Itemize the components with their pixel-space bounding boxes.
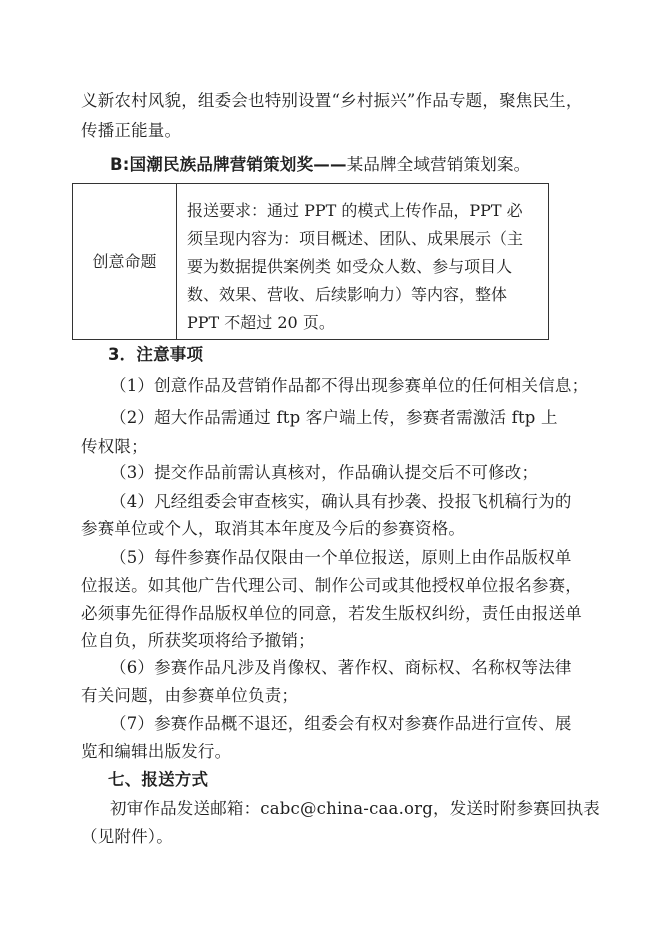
section-7-title: 七、报送方式 — [108, 770, 209, 789]
table-line-4: 数、效果、营收、后续影响力）等内容，整体 — [187, 285, 508, 304]
table-line-5: PPT 不超过 20 页。 — [187, 313, 335, 332]
section-7-line-2: （见附件）。 — [81, 827, 173, 846]
section-3-line-7: （5）每件参赛作品仅限由一个单位报送，原则上由作品版权单 — [110, 548, 572, 567]
section-3-line-14: 览和编辑出版发行。 — [81, 742, 232, 761]
section-3-line-9: 必须事先征得作品版权单位的同意，若发生版权纠纷，责任由报送单 — [81, 604, 582, 623]
section-3-line-8: 位报送。如其他广告代理公司、制作公司或其他授权单位报名参赛， — [81, 576, 582, 595]
award-b-title: B:国潮民族品牌营销策划奖—— — [110, 155, 347, 174]
table-line-3: 要为数据提供案例类 如受众人数、参与项目人 — [187, 257, 513, 276]
section-3-line-11: （6）参赛作品凡涉及肖像权、著作权、商标权、名称权等法律 — [110, 658, 572, 677]
creative-proposition-table — [72, 183, 549, 340]
table-label: 创意命题 — [92, 252, 157, 271]
section-3-line-6: 参赛单位或个人，取消其本年度及今后的参赛资格。 — [81, 519, 466, 538]
section-3-line-5: （4）凡经组委会审查核实，确认具有抄袭、投报飞机稿行为的 — [110, 492, 572, 511]
section-3-line-13: （7）参赛作品概不退还，组委会有权对参赛作品进行宣传、展 — [110, 714, 572, 733]
section-3-line-2: （2）超大作品需通过 ftp 客户端上传，参赛者需激活 ftp 上 — [110, 408, 558, 427]
award-b-desc: 某品牌全域营销策划案。 — [346, 155, 531, 174]
section-3-line-3: 传权限； — [81, 437, 148, 456]
section-3-line-1: （1）创意作品及营销作品都不得出现参赛单位的任何相关信息； — [110, 376, 589, 395]
intro-line-1: 义新农村风貌，组委会也特别设置“乡村振兴”作品专题，聚焦民生， — [81, 91, 583, 110]
table-line-2: 须呈现内容为：项目概述、团队、成果展示（主 — [187, 229, 524, 248]
section-7-line-1: 初审作品发送邮箱：cabc@china-caa.org，发送时附参赛回执表 — [110, 799, 601, 818]
section-3-title: 3．注意事项 — [108, 345, 204, 364]
table-line-1: 报送要求：通过 PPT 的模式上传作品，PPT 必 — [187, 201, 523, 220]
section-3-line-10: 位自负，所获奖项将给予撤销； — [81, 631, 315, 650]
table-divider — [176, 184, 177, 339]
award-b-line — [110, 155, 530, 175]
section-3-line-4: （3）提交作品前需认真核对，作品确认提交后不可修改； — [110, 463, 539, 482]
intro-line-2: 传播正能量。 — [81, 121, 182, 140]
section-3-line-12: 有关问题，由参赛单位负责； — [81, 686, 299, 705]
